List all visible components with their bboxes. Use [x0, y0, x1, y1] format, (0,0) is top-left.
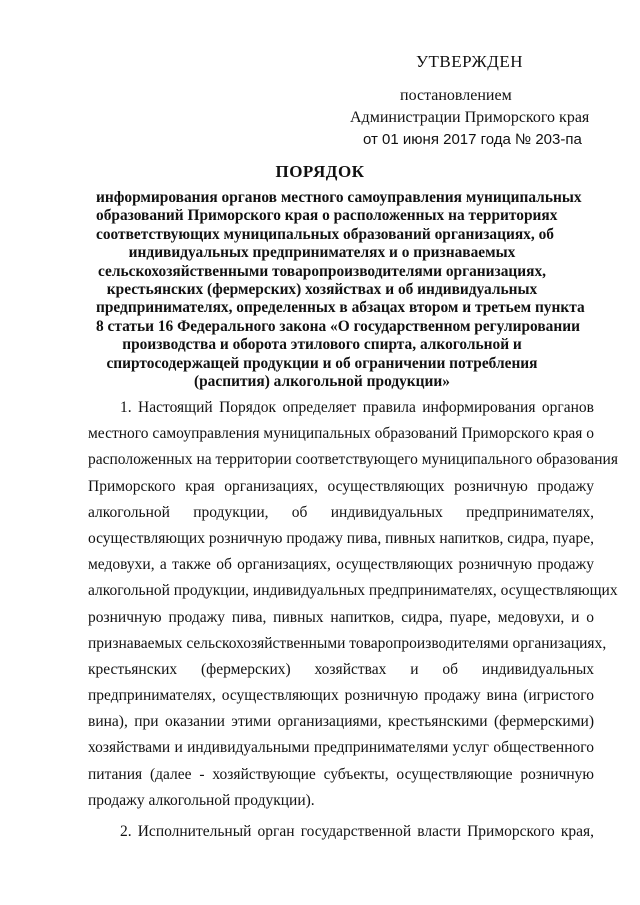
paragraph-1-line: осуществляющих розничную продажу пива, пивных напитков, сидра, пуаре, — [88, 529, 594, 547]
paragraph-1-line: предпринимателях, осуществляющих розничную продажу вина (игристого — [88, 687, 594, 705]
document-body — [88, 395, 618, 845]
subtitle-line: индивидуальных предпринимателях и о признаваемых — [128, 244, 516, 262]
paragraph-1-line: 1. Настоящий Порядок определяет правила информирования органов — [120, 399, 594, 416]
subtitle-line: соответствующих муниципальных образований организациях, об — [96, 225, 554, 243]
subtitle-line: (распития) алкогольной продукции» — [194, 373, 450, 391]
paragraph-1-line: питания (далее - хозяйствующие субъекты, осуществляющие розничную — [88, 765, 594, 783]
paragraph-1-line: местного самоуправления муниципальных образований Приморского края о — [88, 425, 594, 443]
paragraph-1-line: признаваемых сельскохозяйственными товаропроизводителями организациях, — [88, 634, 607, 652]
paragraph-2-line: 2. Исполнительный орган государственной власти Приморского края, — [120, 823, 594, 840]
subtitle-line: информирования органов местного самоуправления муниципальных — [96, 189, 582, 206]
paragraph-1-line: алкогольной продукции, индивидуальных предпринимателях, осуществляющих — [88, 582, 618, 600]
approval-line-date-number: от 01 июня 2017 года № 203-па — [363, 131, 582, 148]
paragraph-1-line: Приморского края организациях, осуществляющих розничную продажу — [88, 477, 594, 495]
approval-line-administration: Администрации Приморского края — [350, 109, 590, 126]
subtitle-line: крестьянских (фермерских) хозяйствах и об индивидуальных — [106, 281, 538, 299]
paragraph-1-line: продажу алкогольной продукции). — [88, 791, 315, 809]
approved-heading: УТВЕРЖДЕН — [416, 52, 523, 71]
subtitle-line: спиртосодержащей продукции и об ограничении потребления — [106, 354, 538, 372]
subtitle-line: предпринимателях, определенных в абзацах втором и третьем пункта — [96, 299, 585, 317]
subtitle-line: образований Приморского края о расположенных на территориях — [96, 207, 558, 225]
approval-line-resolution: постановлением — [400, 87, 512, 104]
document-subtitle — [96, 189, 585, 391]
paragraph-1-line: розничную продажу пива, пивных напитков, сидра, пуаре, медовухи, и о — [88, 608, 594, 626]
document-title: ПОРЯДОК — [275, 162, 365, 181]
paragraph-1-line: хозяйствами и индивидуальными предпринимателями услуг общественного — [88, 739, 594, 757]
subtitle-line: производства и оборота этилового спирта, алкогольной и — [122, 336, 522, 354]
paragraph-1-line: алкогольной продукции, об индивидуальных предпринимателях, — [88, 503, 594, 521]
subtitle-line: 8 статьи 16 Федерального закона «О государственном регулировании — [96, 317, 580, 335]
paragraph-1-line: вина), при оказании этими организациями, крестьянскими (фермерскими) — [88, 713, 594, 731]
paragraph-1-line: крестьянских (фермерских) хозяйствах и об индивидуальных — [88, 660, 594, 678]
subtitle-line: сельскохозяйственными товаропроизводителями организациях, — [97, 262, 547, 280]
paragraph-1-line: медовухи, а также об организациях, осуществляющих розничную продажу — [88, 556, 594, 574]
paragraph-1-line: расположенных на территории соответствующего муниципального образования — [88, 451, 618, 469]
